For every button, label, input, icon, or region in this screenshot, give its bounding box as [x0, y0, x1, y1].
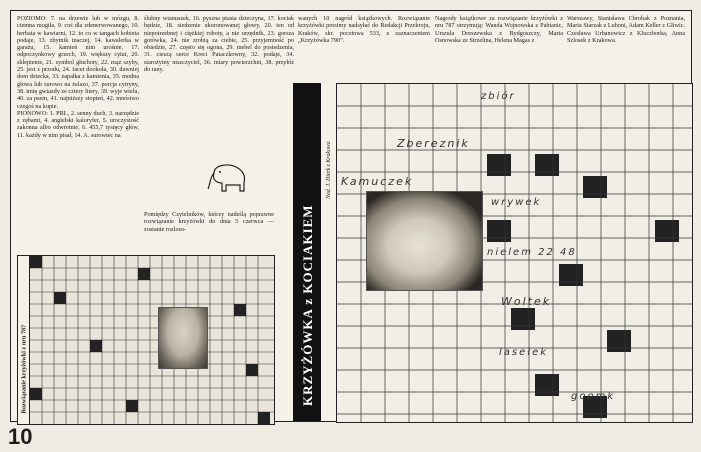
clues-vertical: ślubny wianuszek, 16. pyszna ptasia dzieczyna, 17. kociak będzie, 18. siedzenie ukoronowanej głowy, 20. ten od niepotrzebnej i ciężkiej roboty, a nie urzędnik, 23. gorsza gotówka, 24. nie zrobią za ciebie, 25. przyjemność po obiedzie, 27. często się ogona, 29. mebel do posiedzenia, 31. cieszą serce Kreci Pataczkowny, 32. podaje, 34. starożytny niszczyciel, 36. miary powierzchni, 38. przyłóż do rany.: [144, 15, 294, 74]
handwritten-answer: goomk: [571, 391, 616, 402]
clues-horizontal: POZIOMO: 7. na drzewie lub w mózgu, 8. ciemna mogiła, 9. coś dla zdenerwowanego, 10. herbata w kawiarni, 12. to co w tangach kobieta podaje, 13. zbytnik inaczej, 14. kawalerka w garażu, 15. kamień nim urośnie, 17. odpoczynkowy grzech, 19. większy cytat, 20. sklepienie, 21. symbol głuchoty, 22. mąż szyby, 25. jest z przodu, 24. facet dookoła, 30. dawniej dom dziecka, 33. zapałka z kamienia, 35. modna głowa lub surowo na żelazo, 37. porcja cytryny, 38. imię gwiazdy ze cztery litery, 39. wyje wielu, 40. za psem, 41. najniższy stopień, 42. mnóstwo czegoś na kupie. PIONOWO: 1. PRL, 2. senny duch, 3. narzędzie z zębami, 4. angielski kaloryfer, 5. uroczystość zakonna albo odwrotnie, 6. 455,7 tysięcy głów, 11. każdy w nim pisał, 14. A. surowiec na: [17, 15, 139, 139]
handwritten-answer: Woltek: [501, 295, 552, 308]
handwritten-answer: nielem 22 48: [487, 247, 577, 258]
elephant-icon: [206, 161, 252, 197]
photo-actress-large: [366, 191, 483, 291]
prize-note: Pomiędzy Czytelników, którzy nadeślą poprawne rozwiązanie krzyżówki do dnia 5 czerwca — zostanie rozloso-: [144, 211, 274, 233]
winners-list-cont: Warszawy, Stanisława Chrobak z Poznania, Maria Starzak z Luboni, Adam Keller z Gliwic. Czesława Urbanowicz z Kluczborka, Anna Szlosek z Krakowa.: [567, 15, 685, 44]
solution-crossword: [29, 255, 275, 425]
handwritten-answer: wrywek: [491, 197, 542, 208]
handwritten-answer: Kamuczek: [341, 175, 414, 188]
contest-info: wanych 10 nagród książkowych. Rozwiązanie krzyżówki prosimy nadsyłać do Redakcji Przekroju, Kraków, skr. pocztowa 533, z zaznaczeniem „Krzyżówka 790”.: [298, 15, 430, 44]
winners-list: Nagrody książkowe za rozwiązanie krzyżówki z nru 787 otrzymują: Wanda Wojnowska z Pabianic, Urszula Dorszewska z Bydgoszczy, Maria Osnowska ze Strzelina, Helena Magas z: [435, 15, 563, 44]
solution-label: Rozwiązanie krzyżówki z nru 787: [17, 255, 31, 425]
handwritten-answer: zbiór: [481, 91, 516, 102]
photo-actress-small: [158, 307, 208, 369]
magazine-page: [10, 10, 692, 422]
title-band: KRZYŻÓWKA z KOCIAKIEM: [293, 83, 321, 421]
handwritten-answer: Zbereznik: [397, 137, 470, 150]
author-credit: Nad. J. Dierk z Krakowa: [326, 141, 332, 199]
handwritten-answer: lasełek: [499, 347, 549, 358]
page-number: 10: [8, 424, 33, 449]
solution-grid-lines: [30, 256, 274, 424]
